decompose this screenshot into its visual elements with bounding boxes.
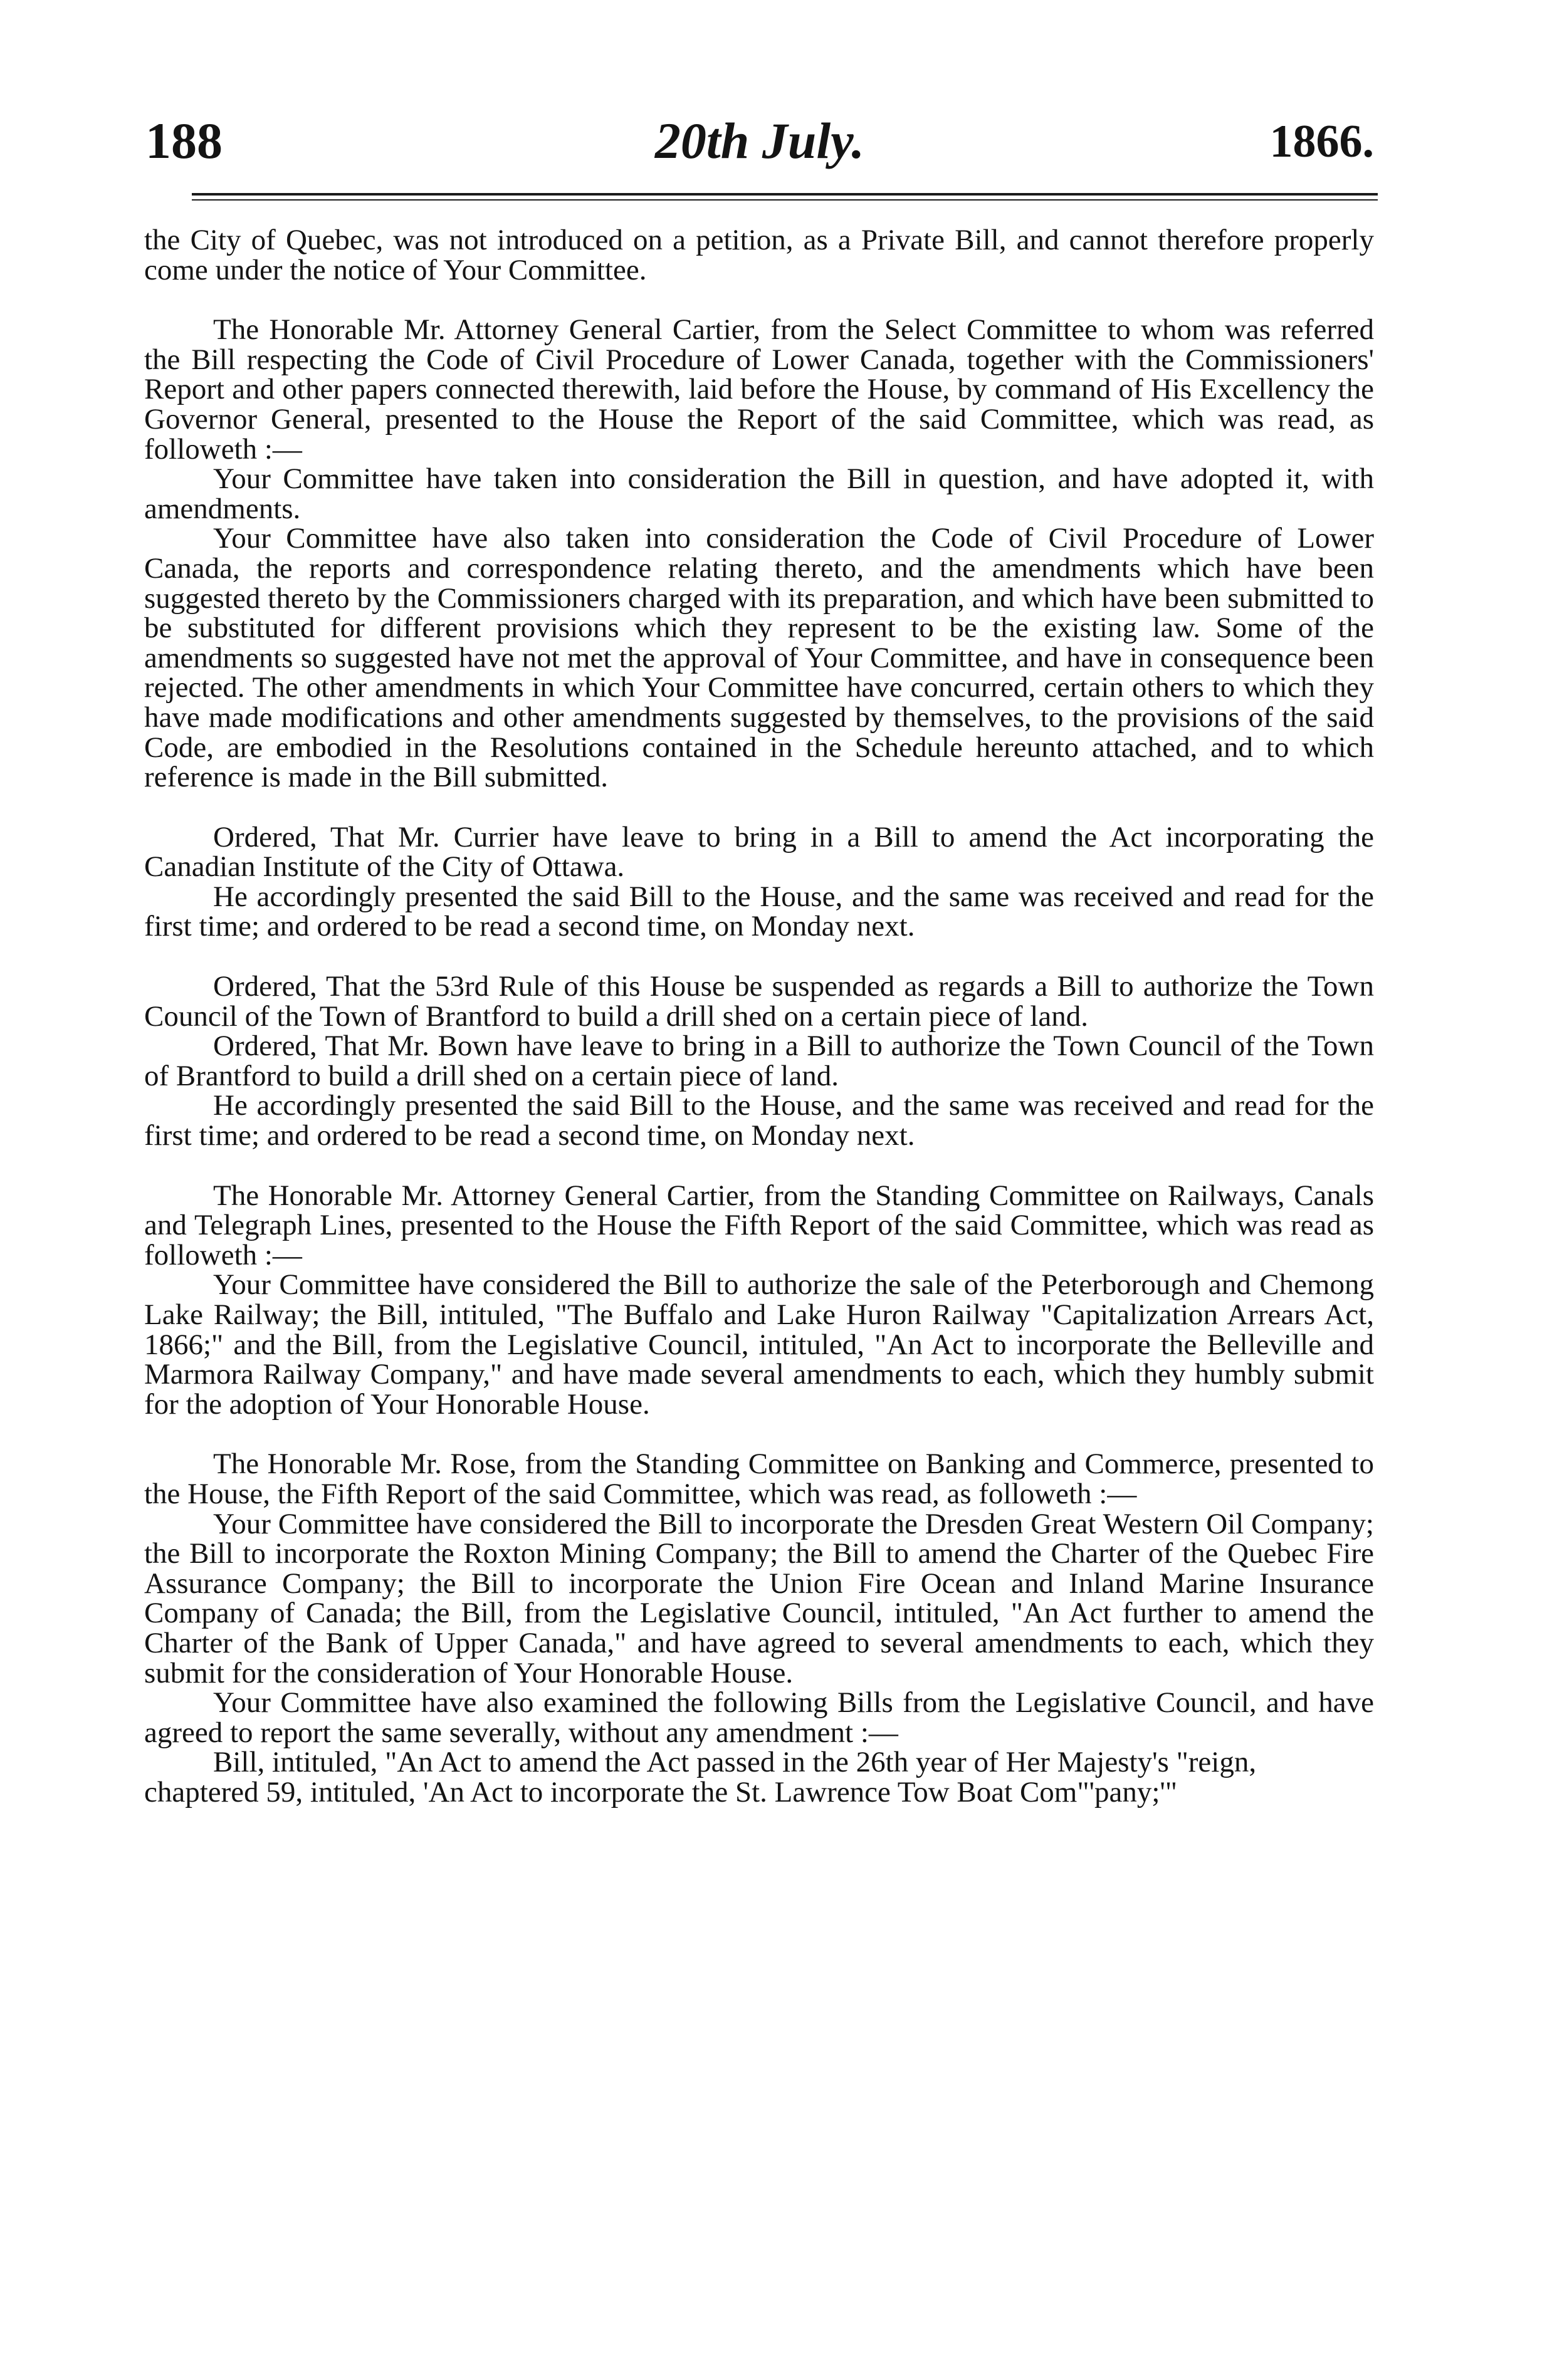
paragraph-legislative-council-bills: Your Committee have also examined the following Bills from the Legislative Council, and have agreed to report the same severally, without any amendment :— bbox=[144, 1686, 1374, 1749]
paragraph-cartier-select-committee: The Honorable Mr. Attorney General Cartier, from the Select Committee to whom was referred the Bill respecting the Code of Civil Procedure of Lower Canada, together with the Commissioners' Report and other papers connected therewith, laid before the House, by command of His Excellency the Governor General, presented to the House the Report of the said Committee, which was read, as followeth :— bbox=[144, 313, 1374, 466]
header-date: 20th July. bbox=[654, 112, 865, 169]
paragraph-banking-bills: Your Committee have considered the Bill to incorporate the Dresden Great Western Oil Company; the Bill to incorporate the Roxton Mining Company; the Bill to amend the Charter of the Quebec Fire Assurance Company; the Bill to incorporate the Union Fire Ocean and Inland Marine Insurance Company of Canada; the Bill, from the Legislative Council, intituled, "An Act further to amend the Charter of the Bank of Upper Canada," and have agreed to several amendments to each, which they submit for the consideration of Your Honorable House. bbox=[144, 1507, 1374, 1689]
paragraph-railway-bills: Your Committee have considered the Bill to authorize the sale of the Peterborough and Chemong Lake Railway; the Bill, intituled, "The Buffalo and Lake Huron Railway "Capitalization Arrears Act, 1866;" and the Bill, from the Legislative Council, intituled, "An Act to incorporate the Belleville and Marmora Railway Company," and have made several amendments to each, which they humbly submit for the adoption of Your Honorable House. bbox=[144, 1268, 1374, 1421]
paragraph-bown-presented: He accordingly presented the said Bill to the House, and the same was received and read for the first time; and ordered to be read a second time, on Monday next. bbox=[144, 1089, 1374, 1152]
paragraph-ordered-rule-53: Ordered, That the 53rd Rule of this House be suspended as regards a Bill to authorize the Town Council of the Town of Brantford to build a drill shed on a certain piece of land. bbox=[144, 970, 1374, 1033]
paragraph-tow-boat-bill: Bill, intituled, "An Act to amend the Act passed in the 26th year of Her Majesty's "reign, chaptered 59, intituled, 'An Act to incorporate the St. Lawrence Tow Boat Com"'pany;'" bbox=[144, 1746, 1257, 1808]
header-year: 1866. bbox=[1269, 116, 1374, 167]
header-rule-thick bbox=[192, 193, 1378, 196]
paragraph-code-civil-procedure: Your Committee have also taken into consideration the Code of Civil Procedure of Lower Canada, the reports and correspondence relating thereto, and the amendments which have been suggested thereto by the Commissioners charged with its preparation, and which have been submitted to be substituted for different provisions which they represent to be the existing law. Some of the amendments so suggested have not met the approval of Your Committee, and have in consequence been rejected. The other amendments in which Your Committee have concurred, certain others to which they have made modifications and other amendments suggested by themselves, to the provisions of the said Code, are embodied in the Resolutions contained in the Schedule hereunto attached, and to which reference is made in the Bill submitted. bbox=[144, 522, 1374, 794]
page-number: 188 bbox=[145, 112, 223, 169]
paragraph-committee-adopted: Your Committee have taken into consideration the Bill in question, and have adopted it, with amendments. bbox=[144, 462, 1374, 525]
paragraph-quebec-continuation: the City of Quebec, was not introduced on a petition, as a Private Bill, and cannot therefore properly come under the notice of Your Committee. bbox=[144, 224, 1374, 286]
paragraph-currier-presented: He accordingly presented the said Bill to the House, and the same was received and read for the first time; and ordered to be read a second time, on Monday next. bbox=[144, 880, 1374, 943]
header-rule-thin bbox=[192, 199, 1378, 201]
paragraph-cartier-railways: The Honorable Mr. Attorney General Cartier, from the Standing Committee on Railways, Canals and Telegraph Lines, presented to the House the Fifth Report of the said Committee, which was read as followeth :— bbox=[144, 1179, 1374, 1271]
paragraph-ordered-bown: Ordered, That Mr. Bown have leave to bring in a Bill to authorize the Town Council of the Town of Brantford to build a drill shed on a certain piece of land. bbox=[144, 1030, 1374, 1092]
paragraph-ordered-currier: Ordered, That Mr. Currier have leave to bring in a Bill to amend the Act incorporating the Canadian Institute of the City of Ottawa. bbox=[144, 820, 1374, 884]
running-header bbox=[145, 112, 1374, 168]
journal-body bbox=[144, 226, 1374, 1808]
paragraph-rose-banking: The Honorable Mr. Rose, from the Standing Committee on Banking and Commerce, presented to the House, the Fifth Report of the said Committee, which was read, as followeth :— bbox=[144, 1448, 1374, 1510]
